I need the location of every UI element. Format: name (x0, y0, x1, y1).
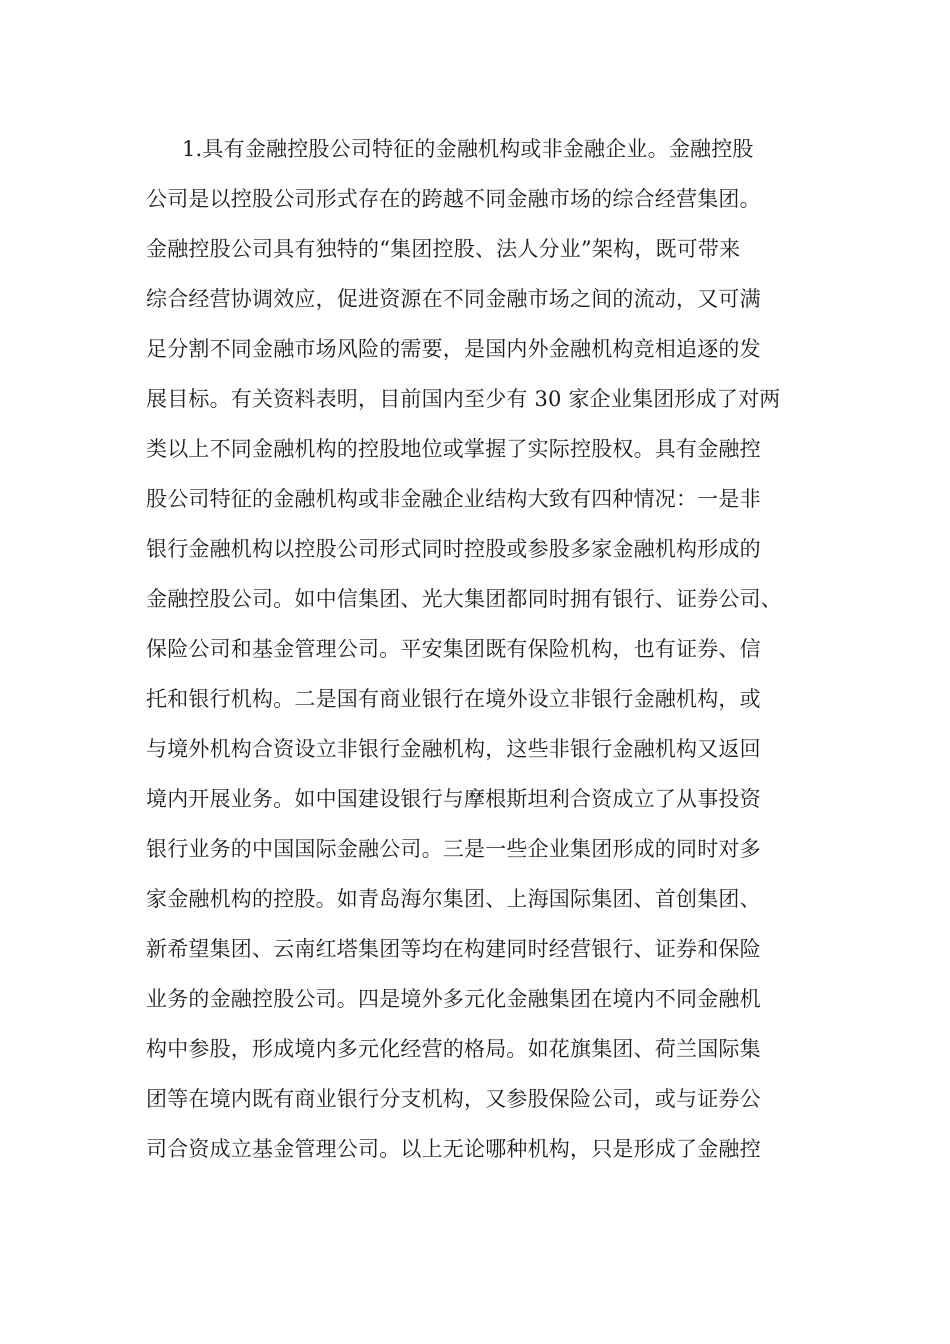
paragraph-line: 司合资成立基金管理公司。以上无论哪种机构，只是形成了金融控 (146, 1137, 761, 1161)
paragraph-line: 构中参股，形成境内多元化经营的格局。如花旗集团、荷兰国际集 (146, 1037, 761, 1061)
paragraph-line: 综合经营协调效应，促进资源在不同金融市场之间的流动，又可满 (146, 287, 761, 311)
paragraph-line: 境内开展业务。如中国建设银行与摩根斯坦利合资成立了从事投资 (146, 787, 761, 811)
paragraph-line: 股公司特征的金融机构或非金融企业结构大致有四种情况：一是非 (146, 487, 761, 511)
paragraph-line: 1.具有金融控股公司特征的金融机构或非金融企业。金融控股 (182, 137, 754, 161)
paragraph-line: 团等在境内既有商业银行分支机构，又参股保险公司，或与证券公 (146, 1087, 761, 1111)
paragraph-line: 展目标。有关资料表明，目前国内至少有 30 家企业集团形成了对两 (146, 387, 781, 411)
paragraph-line: 类以上不同金融机构的控股地位或掌握了实际控股权。具有金融控 (146, 437, 761, 461)
paragraph-line: 金融控股公司具有独特的“集团控股、法人分业”架构，既可带来 (146, 237, 741, 261)
paragraph-line: 保险公司和基金管理公司。平安集团既有保险机构，也有证券、信 (146, 637, 761, 661)
paragraph-line: 金融控股公司。如中信集团、光大集团都同时拥有银行、证券公司、 (146, 587, 782, 611)
paragraph (146, 134, 816, 1184)
paragraph-line: 业务的金融控股公司。四是境外多元化金融集团在境内不同金融机 (146, 987, 761, 1011)
paragraph-line: 公司是以控股公司形式存在的跨越不同金融市场的综合经营集团。 (146, 187, 761, 211)
paragraph-line: 银行业务的中国国际金融公司。三是一些企业集团形成的同时对多 (146, 837, 761, 861)
paragraph-line: 银行金融机构以控股公司形式同时控股或参股多家金融机构形成的 (146, 537, 761, 561)
paragraph-line: 新希望集团、云南红塔集团等均在构建同时经营银行、证券和保险 (146, 937, 761, 961)
paragraph-line: 足分割不同金融市场风险的需要，是国内外金融机构竞相追逐的发 (146, 337, 761, 361)
paragraph-line: 托和银行机构。二是国有商业银行在境外设立非银行金融机构，或 (146, 687, 761, 711)
paragraph-line: 与境外机构合资设立非银行金融机构，这些非银行金融机构又返回 (146, 737, 761, 761)
paragraph-line: 家金融机构的控股。如青岛海尔集团、上海国际集团、首创集团、 (146, 887, 761, 911)
